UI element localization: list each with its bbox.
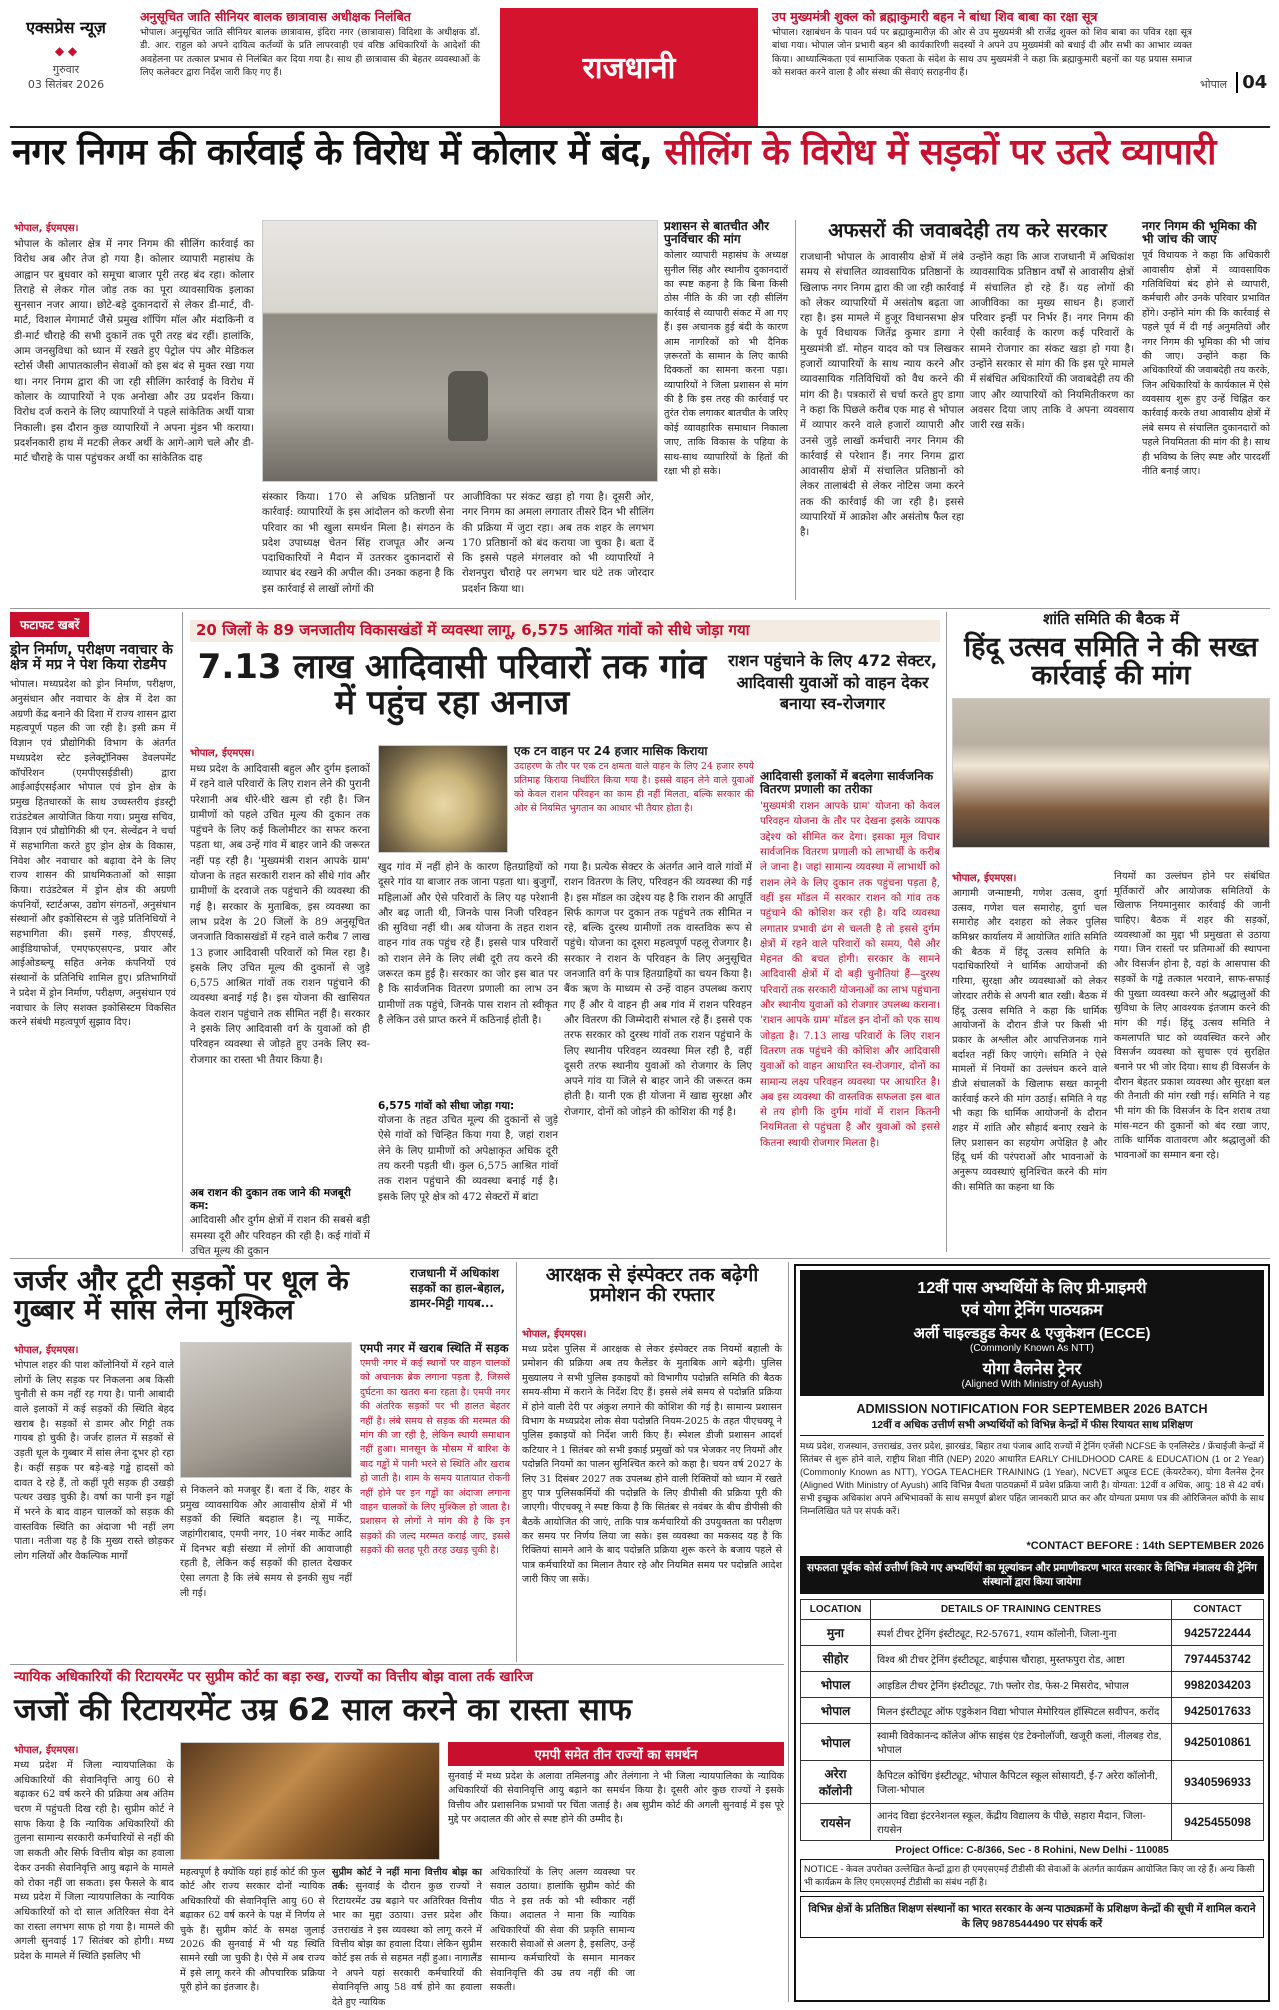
fatafat-box <box>10 612 176 1252</box>
fatafat-headline: ड्रोन निर्माण, परीक्षण नवाचार के क्षेत्र में मप्र ने पेश किया रोडमैप <box>10 642 173 673</box>
admission-notice: ADMISSION NOTIFICATION FOR SEPTEMBER 2026 BATCH <box>856 1402 1208 1416</box>
police-body <box>522 1326 782 1660</box>
far-text: पूर्व विधायक ने कहा कि अधिकारी आवासीय क्षेत्रों में व्यावसायिक गतिविधियां बंद होने से व्यापारी, कर्मचारी और उनके परिवार प्रभावित होंगे। उन्होंने मांग की कि कार्रवाई से पहले पूर्व में दी गई अनुमतियों और नगर निगम की भूमिका की भी जांच की जाए। उन्होंने कहा कि अधिकारियों की जवाबदेही तय करके, जिन अधिकारियों के कार्यकाल में ऐसे व्यवसाय शुरू हुए उन्हें चिह्नित कर कार्रवाई करके तथा आवासीय क्षेत्रों में लंबे समय से संचालित दुकानदारों को पहले नियमितता की मांग की है। साथ ही भविष्य के लिए स्पष्ट और पारदर्शी नीति बनाई जाए। <box>1142 250 1270 478</box>
ad-line1: 12वीं पास अभ्यर्थियों के लिए प्री-प्राइमरी <box>917 1280 1147 1297</box>
details-cell: आनंद विद्या इंटरनेशनल स्कूल, केंद्रीय विद्यालय के पीछे, सहारा मैदान, जिला-रायसेन <box>871 1804 1172 1841</box>
table-row <box>801 1804 1264 1841</box>
col-header: CONTACT <box>1172 1600 1264 1620</box>
details-cell: आइडिल टीचर ट्रेनिंग इंस्टीट्यूट, 7th फ्लोर रोड, फेस-2 मिसरोद, भोपाल <box>871 1672 1172 1698</box>
gavel-photo <box>180 1742 440 1860</box>
right-headline: अफसरों की जवाबदेही तय करे सरकार <box>828 218 1107 242</box>
contact-cell: 9425455098 <box>1172 1804 1264 1841</box>
paper-logo <box>10 16 122 116</box>
ad-line4-sub: (Aligned With Ministry of Ayush) <box>961 1379 1103 1390</box>
tribal-text: आदिवासी और दुर्गम क्षेत्रों में राशन की सबसे बड़ी समस्या दूरी और परिवहन की रही है। कई गांवों में उचित मूल्य की दुकान <box>190 1215 370 1257</box>
lead-headline <box>12 134 1272 172</box>
details-cell: विश्व श्री टीचर ट्रेनिंग इंस्टीट्यूट, बाईपास चौराहा, मुस्तफपुरा रोड, आष्टा <box>871 1646 1172 1672</box>
contact-cell: 9425010861 <box>1172 1724 1264 1761</box>
tribal-col4 <box>760 770 940 1250</box>
lead-headline-part2: सीलिंग के विरोध में सड़कों पर उतरे व्यापारी <box>664 132 1216 173</box>
brief-headline: अनुसूचित जाति सीनियर बालक छात्रावास अधीक्षक निलंबित <box>140 9 411 24</box>
byline: भोपाल, ईएमएस। <box>14 223 79 234</box>
top-left-brief <box>140 10 480 110</box>
right-col1: राजधानी भोपाल के आवासीय क्षेत्रों में लंबे समय से संचालित व्यावसायिक प्रतिष्ठानों के खिलाफ नगर निगम द्वारा की जा रही कार्रवाई को लेकर व्यापारियों में असंतोष बढ़ता जा रहा है। इस मामले में हुजूर विधानसभा क्षेत्र के पूर्व विधायक जितेंद्र कुमार डागा ने मुख्यमंत्री डॉ. मोहन यादव को पत्र लिखकर हजारों व्यापारियों के साथ न्याय करने और व्यावसायिक गतिविधियों को वैध करने की मांग की है। पत्रकारों से चर्चा करते हुए डागा ने कहा कि पिछले करीब एक माह से भोपाल में व्यापार करने वाले हजारों व्यापारी और उनसे जुड़े लाखों कर्मचारी नगर निगम की कार्रवाई से परेशान हैं। नगर निगम द्वारा आवासीय क्षेत्रों में संचालित प्रतिष्ठानों को लेकर तालाबंदी से लेकर नोटिस जमा करने तक की कार्रवाई की जा रही है। इससे व्यापारियों में आक्रोश और असंतोष फैल रहा है। <box>800 252 964 539</box>
location-cell: भोपाल <box>801 1724 871 1761</box>
tribal-kicker: 20 जिलों के 89 जनजातीय विकासखंडों में व्यवस्था लागू, 6,575 आश्रित गांवों को सीधे जोड़ा गया <box>190 620 940 642</box>
location-cell: सीहोर <box>801 1646 871 1672</box>
roads-col2: से निकलने को मजबूर हैं। बता दें कि, शहर के प्रमुख व्यावसायिक और आवासीय क्षेत्रों में भी सड़कों की स्थिति बदहाल है। न्यू मार्केट, जहांगीराबाद, एमपी नगर, 10 नंबर मार्केट आदि में दिनभर बड़ी संख्या में लोगों की आवाजाही रहती है, लेकिन कई सड़कों की हालत देखकर ऐसा लगता है कि लंबे समय से इनकी सुध नहीं ली गई। <box>180 1485 352 1599</box>
byline: भोपाल, ईएमएस। <box>190 748 255 759</box>
side-text: कोलार व्यापारी महासंघ के अध्यक्ष सुनील सिंह और स्थानीय दुकानदारों का स्पष्ट कहना है कि बिना किसी ठोस नीति के की जा रही सीलिंग कार्रवाई से व्यापारी संकट में आ गए हैं। इस अचानक हुई बंदी के कारण आम नागरिकों को भी दैनिक ज़रूरतों के सामान के लिए काफी दिक्कतों का सामना करना पड़ा। व्यापारियों ने जिला प्रशासन से मांग की है कि इस तरह की कार्रवाई पर तुरंत रोक लगाकर बातचीत के जरिए कोई व्यावहारिक समाधान निकाला जाए, ताकि विकास के पहिया के साथ-साथ व्यापारियों के हितों की रक्षा भी हो सके। <box>664 250 788 478</box>
brief-headline: उप मुख्यमंत्री शुक्ल को ब्रह्माकुमारी बहन ने बांधा शिव बाबा का रक्षा सूत्र <box>772 9 1098 24</box>
table-row <box>801 1672 1264 1698</box>
lead-col1 <box>14 220 254 600</box>
location-cell: रायसेन <box>801 1804 871 1841</box>
shanti-kicker: शांति समिति की बैठक में <box>1042 610 1179 628</box>
table-header-row <box>801 1600 1264 1620</box>
location-cell: भोपाल <box>801 1672 871 1698</box>
table-row <box>801 1724 1264 1761</box>
page-number-block <box>1200 72 1270 93</box>
judges-text <box>332 1866 482 2008</box>
ad-line4: योगा वैलनेस ट्रेनर <box>982 1361 1082 1378</box>
tribal-text: खुद गांव में नहीं होने के कारण हितग्राहियों को दूसरे गांव या बाजार तक जाना पड़ता था। बुजुर्गों, महिलाओं और ऐसे परिवारों के लिए यह परेशानी और बढ़ जाती थी, जिनके पास निजी परिवहन की सुविधा नहीं थी। अब योजना के तहत राशन वाहन गांव तक पहुंच रहे हैं। इससे पात्र परिवारों को राशन लेने के लिए लंबी दूरी तय करने की जरूरत कम हुई है। सरकार का जोर इस बात पर है कि सार्वजनिक वितरण प्रणाली का लाभ उन ग्रामीणों तक पहुंचे, जिनके पास राशन तो स्वीकृत है लेकिन उसे प्राप्त करने में कठिनाई होती है। <box>378 862 558 1026</box>
tribal-headline: 7.13 लाख आदिवासी परिवारों तक गांव में पहुंच रहा अनाज <box>197 647 707 723</box>
success-banner: सफलता पूर्वक कोर्स उत्तीर्ण किये गए अभ्यर्थियों का मूल्यांकन और प्रमाणीकरण भारत सरकार के विभिन्न मंत्रालय की ट्रेनिंग संस्थानों द्वारा किया जायेगा <box>800 1556 1264 1594</box>
table-row <box>801 1761 1264 1804</box>
location-cell: मुना <box>801 1620 871 1646</box>
ad-heading <box>800 1270 1264 1396</box>
contact-before: *CONTACT BEFORE : 14th SEPTEMBER 2026 <box>1026 1540 1264 1552</box>
lead-headline-part1: नगर निगम की कार्रवाई के विरोध में कोलार में बंद, <box>12 132 653 173</box>
side-kicker: एमपी समेत तीन राज्यों का समर्थन <box>448 1742 784 1766</box>
lead-photo <box>262 220 658 482</box>
police-text: मध्य प्रदेश पुलिस में आरक्षक से लेकर इंस्पेक्टर तक नियमों बहाली के प्रमोशन की प्रक्रिया अब तय कैलेंडर के मुताबिक आगे बढ़ेगी। पुलिस मुख्यालय ने सभी पुलिस इकाइयों को विभागीय पदोन्नति समिति की बैठक समय-सीमा में कराने के निर्देश दिए हैं। इससे लंबे समय से पदोन्नति प्रक्रिया में होने वाली देरी पर अंकुश लगाने की कोशिश की गई है। सामान्य प्रशासन विभाग के मध्यप्रदेश लोक सेवा पदोन्नति नियम-2025 के तहत पीएचक्यू ने पुलिस इकाइयों को निर्देश जारी किए हैं। स्पेशल डीजी प्रशासन आदर्श कटियार ने 1 सितंबर को सभी इकाई प्रमुखों को पत्र भेजकर नए नियमों और पदोन्नति नियमों का पालन सुनिश्चित करने को कहा है। चयन वर्ष 2027 के लिए 31 दिसंबर 2027 तक उपलब्ध होने वाली रिक्तियों को ध्यान में रखते हुए पात्र पुलिसकर्मियों की पदोन्नति के लिए डीपीसी की प्रक्रिया पूरी की जाएगी। पीएचक्यू ने स्पष्ट किया है कि सितंबर से नवंबर के बीच डीपीसी की बैठकें आयोजित की जाएं, ताकि पात्र कर्मचारियों की उपयुक्तता का परीक्षण कर समय पर निर्णय लिया जा सके। इस व्यवस्था का मकसद यह है कि रिक्तियां सामने आने के बाद पदोन्नति प्रक्रिया शुरू करने के बजाय पहले से पात्र कर्मचारियों का मिलान तैयार रहे और नियमित समय पर पदोन्नति आदेश जारी किए जा सकें। <box>522 1344 782 1586</box>
group-photo <box>952 698 1270 848</box>
roads-text: भोपाल शहर की पाश कॉलोनियों में रहने वाले लोगों के लिए सड़क पर निकलना अब किसी चुनौती से कम नहीं रह गया है। पानी आबादी वाले इलाकों में कई सड़कों की स्थिति बेहद खराब है। सड़कों से डामर और गिट्टी तक गायब हो चुकी है। जर्जर हालत में सड़कों से उड़ती धूल के गुब्बार में सांस लेना दूभर हो रहा है। कहीं सड़क पर बड़े-बड़े गड्ढे हादसों को दावत दे रहे हैं, तो कहीं पूरी सड़क ही उखड़ी पत्थर उखड़ चुकी है। वर्षा का पानी इन गड्ढों में भरने के बाद वाहन चालकों को सड़क की वास्तविक स्थिति का अंदाजा भी नहीं लग पाता। नतीजा यह है कि मुख्य रास्ते छोड़कर लोग गलियों और वैकल्पिक मार्गों <box>14 1360 174 1562</box>
fatafat-tag: फटाफट खबरें <box>10 612 89 637</box>
shanti-headline: हिंदू उत्सव समिति ने की सख्त कार्रवाई की मांग <box>964 631 1258 692</box>
brief-text: भोपाल। रक्षाबंधन के पावन पर्व पर ब्रह्माकुमारीज़ की ओर से उप मुख्यमंत्री श्री राजेंद्र शुक्ल को शिव बाबा का पवित्र रक्षा सूत्र बांधा गया। भोपाल जोन प्रभारी बहन श्री कार्यकारिणी सदस्यों ने अपने उप मुख्यमंत्री को बधाई दी और सभी का आभार व्यक्त किया। आध्यात्मिकता एवं सामाजिक एकता के संदेश के साथ उप मुख्यमंत्री ने कहा कि ब्रह्माकुमारी बहनों का यह प्रयास समाज को सशक्त करने वाला है और संस्था की सेवाएं सराहनीय हैं। <box>772 27 1192 79</box>
details-cell: स्वामी विवेकानन्द कॉलेज ऑफ साइंस एंड टेक्नोलॉजी, खजूरी कलां, नीलबड़ रोड, भोपाल <box>871 1724 1172 1761</box>
section-banner <box>500 8 758 126</box>
ad-footer: विभिन्न क्षेत्रों के प्रतिष्ठित शिक्षण संस्थानों का भारत सरकार के अन्य पाठ्यक्रमों के प्रशिक्षण केन्द्रों की सूची में शामिल कराने के लिए 9878544490 पर संपर्क करें <box>800 1896 1264 1937</box>
masthead <box>10 8 1270 118</box>
ad-line3-sub: (Commonly Known As NTT) <box>970 1343 1094 1354</box>
caption-text: उदाहरण के तौर पर एक टन क्षमता वाले वाहन के लिए 24 हजार रुपये प्रतिमाह किराया निर्धारित किया गया है। इससे वाहन लेने वाले युवाओं को केवल राशन परिवहन का काम ही नहीं मिलता, बल्कि सरकार की ओर से नियमित भुगतान का आधार भी तैयार होता है। <box>514 760 754 814</box>
side-text: सुनवाई में मध्य प्रदेश के अलावा तमिलनाडु और तेलंगाना ने भी जिला न्यायपालिका के न्यायिक अधिकारियों की सेवानिवृत्ति आयु बढ़ाने का समर्थन किया है। दूसरी ओर कुछ राज्यों ने इसके वित्तीय और प्रशासनिक प्रभावों पर चिंता जताई है। अब सुप्रीम कोर्ट की अगली सुनवाई में इस पूरे मुद्दे पर अदालत की ओर से स्पष्ट होने की उम्मीद है। <box>448 1771 784 1826</box>
tribal-subhead: 6,575 गांवों को सीधा जोड़ा गया: <box>378 1100 515 1112</box>
caption-box <box>514 745 754 853</box>
ad-notice: NOTICE - केवल उपरोक्त उल्लेखित केन्द्रों द्वारा ही एमएसएमई टीडीसी की सेवाओं के अंतर्गत कार्यक्रम आयोजित किए जा रहे हैं। अन्य किसी भी कार्यक्रम के लिए एमएसएमई टीडीसी का संबंध नहीं है। <box>800 1859 1264 1892</box>
tribal-col1 <box>190 745 370 1257</box>
ad-line2: एवं योगा ट्रेनिंग पाठयक्रम <box>961 1302 1103 1319</box>
contact-cell: 9425017633 <box>1172 1698 1264 1724</box>
ad-line3: अर्ली चाइल्डहुड केयर & एजुकेशन (ECCE) <box>913 1325 1151 1342</box>
divider <box>10 126 1270 128</box>
mp-headline: एमपी नगर में खराब स्थिति में सड़क <box>360 1341 509 1355</box>
section-title: राजधानी <box>582 51 676 86</box>
tribal-col4-head: आदिवासी इलाकों में बदलेगा सार्वजनिक वितरण प्रणाली का तरीका <box>760 769 934 796</box>
divider <box>182 612 183 1252</box>
table-row <box>801 1698 1264 1724</box>
mp-text: एमपी नगर में कई स्थानों पर वाहन चालकों को अचानक ब्रेक लगाना पड़ता है, जिससे दुर्घटना का खतरा बना रहता है। एमपी नगर की अंतरिक सड़कों पर भी हालत बेहतर नहीं है। लंबे समय से सड़क की मरम्मत की मांग की जा रही है, लेकिन स्थायी समाधान नहीं हुआ। मानसून के मौसम में बारिश के बाद गड्ढों में पानी भरने से स्थिति और खराब हो जाती है। शाम के समय यातायात रोकनी नहीं होने पर इन गड्ढों का अंदाजा लगाना वाहन चालकों के लिए मुश्किल हो जाता है। प्रशासन से लोगों ने मांग की है कि इन सड़कों की जल्द मरम्मत कराई जाए, इससे सड़कों की सतह पूरी तरह उखड़ चुकी है। <box>360 1358 510 1557</box>
byline: भोपाल, ईएमएस। <box>14 1745 79 1756</box>
col-header: LOCATION <box>801 1600 871 1620</box>
judges-text-span: सुनवाई के दौरान कुछ राज्यों ने रिटायरमेंट उम्र बढ़ाने पर अतिरिक्त वित्तीय भार का मुद्दा उठाया। उत्तर प्रदेश और उत्तराखंड ने इस व्यवस्था को लागू करने में वित्तीय बोझ का हवाला दिया। लेकिन सुप्रीम कोर्ट इस तर्क से सहमत नहीं हुआ। नागालैंड ने अपने यहां सरकारी कर्मचारियों की सेवानिवृत्ति आयु 58 वर्ष होने का हवाला देते हुए न्यायिक <box>332 1881 482 2008</box>
contact-cell: 9982034203 <box>1172 1672 1264 1698</box>
mp-nagar-box <box>360 1342 510 1660</box>
byline: भोपाल, ईएमएस। <box>14 1345 79 1356</box>
page-number: 04 <box>1236 72 1267 93</box>
col-header: DETAILS OF TRAINING CENTRES <box>871 1600 1172 1620</box>
shanti-text: नियमों का उल्लंघन होने पर संबंधित मूर्तिकारों और आयोजक समितियों के खिलाफ नियमानुसार कार्रवाई की जानी चाहिए। बैठक में शहर की सड़कों, व्यवस्थाओं का मुद्दा भी प्रमुखता से उठाया गया। जिन रास्तों पर प्रतिमाओं की स्थापना और विसर्जन होना है, वहां के आसपास की सड़कों के गड्ढे तत्काल भरवाने, साफ-सफाई की पुख्ता व्यवस्था करने और श्रद्धालुओं की सुविधा के लिए आवश्यक इंतजाम करने की मांग की गई। हिंदू उत्सव समिति ने कमलापति घाट को व्यवस्थित करने और विसर्जन व्यवस्था को सुचारू एवं सुरक्षित बनाने पर भी जोर दिया। साथ ही विसर्जन के दौरान बेहतर प्रकाश व्यवस्था और सुरक्षा बल की तैनाती की मांग रखी गई। समिति ने यह भी मांग की कि विसर्जन के दिन शराब तथा मांस-मटन की दुकानों को बंद रखा जाए, ताकि धार्मिक वातावरण और श्रद्धालुओं की भावनाओं का सम्मान बना रहे। <box>1114 871 1270 1162</box>
lead-col3: आजीविका पर संकट खड़ा हो गया है। दूसरी ओर, नगर निगम का अमला लगातार तीसरे दिन भी सीलिंग की प्रक्रिया में जुटा रहा। अब तक शहर के लगभग 170 प्रतिष्ठानों को बंद कराया जा चुका है। बता दें कि इससे पहले मंगलवार को भी व्यापारियों ने रोशनपुरा चौराहे पर लगभग चार घंटे तक जोरदार प्रदर्शन किया था। <box>462 492 654 595</box>
judges-col1 <box>14 1742 174 2002</box>
day: गुरुवार <box>52 63 80 76</box>
details-cell: मिलन इंस्टीट्यूट ऑफ एडुकेशन विद्या भोपाल मेमोरियल हॉस्पिटल सवीपन, करोंद <box>871 1698 1172 1724</box>
lead-col2: संस्कार किया। 170 से अधिक प्रतिष्ठानों पर कार्रवाई: व्यापारियों के इस आंदोलन को करणी सेना परिवार का भी खुला समर्थन मिला है। संगठन के प्रदेश उपाध्यक्ष चेतन सिंह राजपूत और अन्य पदाधिकारियों ने मैदान में उतरकर दुकानदारों से व्यापार बंद रखने की अपील की। उनका कहना है कि इस कार्रवाई से लाखों लोगों की <box>262 492 454 595</box>
location-cell: भोपाल <box>801 1698 871 1724</box>
shanti-text: आगामी जन्माष्टमी, गणेश उत्सव, दुर्गा उत्सव, गणेश चल समारोह, दुर्गा चल समारोह और दशहरा को लेकर पुलिस कमिश्नर कार्यालय में आयोजित शांति समिति की बैठक में हिंदू उत्सव समिति के पदाधिकारियों ने धार्मिक आयोजनों की गरिमा, सुरक्षा और व्यवस्थाओं को लेकर जोरदार तरीके से अपनी बात रखी। बैठक में हिंदू उत्सव समिति ने कहा कि धार्मिक आयोजनों के दौरान डीजे पर किसी भी प्रकार के अश्लील और आपत्तिजनक गाने बर्दाश्त नहीं किए जाएंगे। समिति ने ऐसे मामलों में नियमों का उल्लंघन करने वाले डीजे संचालकों के खिलाफ सख्त कानूनी कार्रवाई करने की मांग उठाई। समिति ने यह भी कहा कि धार्मिक आयोजनों के दौरान शहर में शांति और सौहार्द बनाए रखने के लिए प्रशासन का सहयोग अपेक्षित है और हिंदू धर्म की परंपराओं और भावनाओं के अनुरूप व्यवस्थाएं सुनिश्चित करने की मांग की। समिति का कहना था कि <box>952 888 1107 1193</box>
divider <box>10 608 1270 609</box>
centres-table <box>800 1599 1264 1841</box>
judges-sublead: सुप्रीम कोर्ट ने नहीं माना वित्तीय बोझ का तर्क: <box>332 1867 482 1893</box>
scooter-rider-icon <box>448 371 488 441</box>
details-cell: स्पर्श टीचर ट्रेनिंग इंस्टीट्यूट, R2-57671, श्याम कॉलोनी, जिला-गुना <box>871 1620 1172 1646</box>
ecce-advertisement <box>794 1264 1270 2002</box>
tribal-side-headline: राशन पहुंचाने के लिए 472 सेक्टर, आदिवासी युवाओं को वाहन देकर बनाया स्व-रोजगार <box>728 651 937 714</box>
contact-cell: 9340596933 <box>1172 1761 1264 1804</box>
grain-photo <box>378 745 508 853</box>
tribal-col2 <box>378 860 558 1250</box>
divider <box>795 220 796 600</box>
tribal-text: योजना के तहत उचित मूल्य की दुकानों से जुड़े ऐसे गांवों को चिन्हित किया गया है, जहां राशन लेने के लिए ग्रामीणों को अपेक्षाकृत अधिक दूरी तय करनी पड़ती थी। कुल 6,575 आश्रित गांवों तक राशन पहुंचाने की व्यवस्था बनाई गई है। इसके लिए पूरे क्षेत्र को 472 सेक्टरों में बांटा <box>378 1115 558 1203</box>
judges-kicker: न्यायिक अधिकारियों की रिटायरमेंट पर सुप्रीम कोर्ट का बड़ा रुख, राज्यों का वित्तीय बोझ वाला तर्क खारिज <box>14 1669 533 1685</box>
date: 03 सितंबर 2026 <box>27 78 105 91</box>
tribal-text: 'मुख्यमंत्री राशन आपके ग्राम' योजना को केवल परिवहन योजना के तौर पर देखना इसके व्यापक उद्देश्य को सीमित कर देगा। इसका मूल विचार सार्वजनिक वितरण प्रणाली को लाभार्थी के करीब ले जाना है। जहां सामान्य व्यवस्था में लाभार्थी को राशन लेने के लिए दुकान तक पहुंचना पड़ता है, वहीं इस मॉडल में सरकार राशन को गांव तक पहुंचाने की कोशिश कर रही है। यदि व्यवस्था लगातार प्रभावी ढंग से चलती है तो इससे दुर्गम क्षेत्रों में रहने वाले परिवारों को समय, पैसे और मेहनत की बचत होगी। सरकार के सामने आदिवासी क्षेत्रों में दो बड़ी चुनौतियां हैं—दुरस्थ परिवारों तक सरकारी योजनाओं का लाभ पहुंचाना और स्थानीय युवाओं को रोजगार उपलब्ध कराना। 'राशन आपके ग्राम' मॉडल इन दोनों को एक साथ जोड़ता है। 7.13 लाख परिवारों के लिए राशन वितरण तक पहुंचने की कोशिश और आदिवासी युवाओं को वाहन आधारित स्व-रोजगार, दोनों का सामान्य लक्ष्य परिवहन व्यवस्था पर आधारित है। अब इस व्यवस्था की वास्तविक सफलता इस बात से तय होगी कि दुर्गम गांवों में राशन कितनी नियमितता से पहुंचता है और युवाओं को इससे कितना स्थायी रोजगार मिलता है। <box>760 801 940 1149</box>
shanti-box <box>952 612 1270 1252</box>
logo-dots-icon: ◆ ◆ <box>54 44 78 58</box>
fatafat-text: भोपाल। मध्यप्रदेश को ड्रोन निर्माण, परीक्षण, अनुसंधान और नवाचार के क्षेत्र में देश का अग्रणी केंद्र बनाने की दिशा में राज्य शासन द्वारा महत्वपूर्ण पहल की जा रही है। इसी क्रम में विज्ञान एवं प्रौद्योगिकी विभाग के अंतर्गत मध्यप्रदेश स्टेट इलेक्ट्रॉनिक्स डेवलपमेंट कॉर्पोरेशन (एमपीएसईडीसी) द्वारा आईआईएसईआर भोपाल एवं ड्रोन क्षेत्र के प्रमुख हितधारकों के साथ उच्चस्तरीय इंडस्ट्री राउंडटेबल आयोजित किया गया। प्रमुख सचिव, विज्ञान एवं प्रौद्योगिकी श्री एन. सेल्वेंद्रन ने चर्चा में सहभागिता करते हुए ड्रोन क्षेत्र के विकास, निवेश और नवाचार को बढ़ावा देने के लिए राज्य शासन की प्राथमिकताओं को साझा किया। राउंडटेबल में ड्रोन क्षेत्र की अग्रणी कंपनियों, स्टार्टअप्स, उद्योग संगठनों, अनुसंधान संस्थानों और इकोसिस्टम से जुड़े प्रतिनिधियों ने सहभागिता की। इसमें गरुड़, डीएएसई, आईडियाफोर्ज, एमएफएसएन्ड, प्रयार और आईओडब्ल्यू सहित अनेक कंपनियों एवं संस्थानों के प्रतिनिधि शामिल हुए। प्रतिभागियों ने प्रदेश में ड्रोन निर्माण, परीक्षण, अनुसंधान एवं नवाचार के लिए सशक्त इकोसिस्टम विकसित करने संबंधी महत्वपूर्ण सुझाव दिए। <box>10 679 176 1029</box>
roads-col1 <box>14 1342 174 1660</box>
fee-line: 12वीं व अधिक उत्तीर्ण सभी अभ्यर्थियों को विभिन्न केन्द्रों में फीस रियायत साथ प्रशिक्षण <box>800 1418 1264 1436</box>
project-office: Project Office: C-8/366, Sec - 8 Rohini, New Delhi - 110085 <box>895 1845 1169 1856</box>
divider <box>946 612 947 1252</box>
ad-body: मध्य प्रदेश, राजस्थान, उत्तराखंड, उत्तर प्रदेश, झारखंड, बिहार तथा पंजाब आदि राज्यों में ट्रेनिंग एजेंसी NCFSE के एनलिस्टेड / फ्रेंचाईजी केन्द्रों में सितंबर से शुरू होने वाले, राष्ट्रीय शिक्षा नीति (NEP) 2020 आधारित EARLY CHILDHOOD CARE & EDUCATION (1 or 2 Year) (Commonly Known as NTT), YOGA TEACHER TRAINING (1 Year), NCVET अप्रूव्ड ECE (केयरटेकर), योगा वैलनेस ट्रेनर (Aligned With Ministry of Ayush) आदि विभिन्न वैधता पाठयक्रमों में प्रवेश प्रक्रिया जारी है। योग्यता: 12वीं व अधिक, आयु: 18 से 42 वर्ष। सभी इच्छुक अधिकांश अपने अभिभावकों के साथ समपूर्ण ब्रोशर पहित जानकारी प्राप्त कर और योग्यता प्रमाण पत्र की ओरिजिनल कॉपी के साथ निम्नलिखित पते पर संपर्क करें। <box>800 1441 1264 1517</box>
contact-cell: 9425722444 <box>1172 1620 1264 1646</box>
roads-headline: जर्जर और टूटी सड़कों पर धूल के गुब्बार में सांस लेना मुश्किल <box>14 1264 349 1327</box>
contact-cell: 7974453742 <box>1172 1646 1264 1672</box>
judges-col4: अधिकारियों के लिए अलग व्यवस्था पर सवाल उठाया। हालांकि सुप्रीम कोर्ट की पीठ ने इस तर्क को भी स्वीकार नहीं किया। अदालत ने माना कि न्यायिक अधिकारियों की सेवा की प्रकृति सामान्य सरकारी सेवाओं से अलग है, इसलिए, उन्हें सामान्य कर्मचारियों के समान मानकर सेवानिवृत्ति की उम्र तय नहीं की जा सकती। <box>490 1867 635 1994</box>
judges-side-box <box>448 1742 784 1860</box>
judges-text: मध्य प्रदेश में जिला न्यायपालिका के अधिकारियों की सेवानिवृत्ति आयु 60 से बढ़ाकर 62 वर्ष करने की प्रक्रिया अब अंतिम चरण में पहुंचती दिख रही है। सुप्रीम कोर्ट ने साफ किया है कि न्यायिक अधिकारियों की तुलना सामान्य सरकारी कर्मचारियों से नहीं की जा सकती और सिर्फ वित्तीय बोझ का हवाला देकर उनकी सेवानिवृत्ति आयु बढ़ाने के मामले को रोका नहीं जा सकता। इस फैसले के बाद मध्य प्रदेश में जिला न्यायपालिका के न्यायिक अधिकारियों को दो साल अतिरिक्त सेवा देने का रास्ता लगभग साफ हो गया है। मामले की अगली सुनवाई 17 सितंबर को होगी। मध्य प्रदेश के मामले में स्थिति इसलिए भी <box>14 1760 174 1962</box>
divider <box>10 1664 784 1665</box>
police-headline: आरक्षक से इंस्पेक्टर तक बढ़ेगी प्रमोशन की रफ्तार <box>545 1264 759 1306</box>
tribal-text: मध्य प्रदेश के आदिवासी बहुल और दुर्गम इलाकों में रहने वाले परिवारों के लिए राशन लेने की पुरानी परेशानी अब धीरे-धीरे खत्म हो रही है। जिन ग्रामीणों को पहले उचित मूल्य की दुकान तक पहुंचने के लिए कई किलोमीटर का सफर करना पड़ता था, अब उन्हें गांव में बाहर जाने की जरूरत नहीं पड़ रही है। 'मुख्यमंत्री राशन आपके ग्राम' योजना के तहत सरकारी राशन को सीधे गांव और ग्रामीणों के दरवाजे तक पहुंचाने की व्यवस्था की गई है। सरकार के मुताबिक, इस व्यवस्था का लाभ प्रदेश के 20 जिलों के 89 अनुसूचित जनजाति विकासखंडों में रहने वाले करीब 7 लाख 13 हजार आदिवासी परिवारों को मिल रहा है। इसके लिए उचित मूल्य की दुकानों से जुड़े 6,575 आश्रित गांवों तक राशन पहुंचाने की व्यवस्था बनाई गई है। इस योजना की खासियत केवल राशन पहुंचाने तक सीमित नहीं है। सरकार ने इसके लिए आदिवासी वर्ग के युवाओं को ही परिवहन व्यवस्था से जोड़ते हुए उनके लिए स्व-रोजगार का रास्ता भी तैयार किया है। <box>190 764 370 1066</box>
right-col2: उन्होंने कहा कि आज राजधानी में अधिकांश व्यावसायिक प्रतिष्ठान वर्षों से आवासीय क्षेत्रों में संचालित हो रहे हैं। यह लोगों की आजीविका का मुख्य साधन है। हजारों परिवार इन्हीं पर निर्भर हैं। नगर निगम की ऐसी कार्रवाई के कारण कई परिवारों के सामने रोजगार का संकट खड़ा हो गया है। उन्होंने सरकार से मांग की कि इस पूरे मामले में संबंधित अधिकारियों की जवाबदेही तय की जाए और व्यापारियों को नियमितीकरण का अवसर दिया जाए ताकि वे अपना व्यवसाय जारी रख सकें। <box>970 252 1134 432</box>
divider <box>516 1262 517 1662</box>
table-row <box>801 1646 1264 1672</box>
tribal-subhead: अब राशन की दुकान तक जाने की मजबूरी कम: <box>190 1187 351 1213</box>
far-headline: नगर निगम की भूमिका की भी जांच की जाए <box>1142 219 1257 246</box>
paper-name: एक्सप्रेस न्यूज़ <box>26 18 106 37</box>
byline: भोपाल, ईएमएस। <box>952 873 1017 884</box>
judges-col3 <box>332 1866 482 2008</box>
judges-headline: जजों की रिटायरमेंट उम्र 62 साल करने का रास्ता साफ <box>14 1692 632 1728</box>
caption-headline: एक टन वाहन पर 24 हजार मासिक किराया <box>514 744 708 758</box>
roads-side-headline: राजधानी में अधिकांश सड़कों का हाल-बेहाल, डामर-मिट्टी गायब... <box>410 1266 506 1310</box>
road-photo <box>180 1342 352 1478</box>
divider <box>788 1262 789 2002</box>
brief-text: भोपाल। अनुसूचित जाति सीनियर बालक छात्रावास, इंदिरा नगर (छात्रावास) विदिशा के अधीक्षक डॉ. डी. आर. राहुल को अपने दायित्व कर्तव्यों के प्रति लापरवाही एवं वरिष्ठ अधिकारियों के आदेशों की अवहेलना पर तत्काल प्रभाव से निलंबित कर दिया गया है। साथ ही छात्रावास की बेहतर व्यवस्थाओं के लिए कलेक्टर द्वारा निर्देश जारी किए गए हैं। <box>140 27 480 79</box>
city: भोपाल <box>1200 78 1228 91</box>
byline: भोपाल, ईएमएस। <box>522 1329 587 1340</box>
lead-text: भोपाल के कोलार क्षेत्र में नगर निगम की सीलिंग कार्रवाई का विरोध अब और तेज हो गया है। कोलार व्यापारी महासंघ के आह्वान पर बुधवार को समूचा बाजार पूरी तरह बंद रहा। कोलार तिराहे से लेकर गोल जोड़ तक का पूरा व्यावसायिक इलाका सुनसान नजर आया। छोटे-बड़े दुकानदारों से लेकर डी-मार्ट, वी-मार्ट, विशाल मेगामार्ट जैसे प्रमुख शॉपिंग मॉल और मंदाकिनी व डी-मार्ट चौराहे की सभी दुकानें तक पूरी तरह बंद रहीं। हालांकि, आम जनसुविधा को ध्यान में रखते हुए पेट्रोल पंप और मेडिकल स्टोर्स जैसी आपातकालीन सेवाओं को इस बंद से मुक्त रखा गया था। नगर निगम द्वारा की जा रही सीलिंग कार्रवाई के विरोध में कोलार के व्यापारियों ने एक अनोखा और उग्र प्रदर्शन किया। विरोध दर्ज कराने के लिए व्यापारियों ने पहले सांकेतिक अर्थी यात्रा निकाली। इस दौरान कुछ व्यापारियों ने अपना मुंडन भी कराया। प्रदर्शनकारी हाथ में मटकी लेकर अर्थी के आगे-आगे चले और डी-मार्ट चौराहे के पास पहुंचकर अर्थी का सांकेतिक दाह <box>14 239 254 465</box>
far-box <box>1142 220 1270 602</box>
judges-col2: महत्वपूर्ण है क्योंकि यहां हाई कोर्ट की फुल कोर्ट और राज्य सरकार दोनों न्यायिक अधिकारियों की सेवानिवृत्ति आयु 60 से बढ़ाकर 62 वर्ष करने के पक्ष में निर्णय ले चुके हैं। सुप्रीम कोर्ट के समक्ष जुलाई 2026 की सुनवाई में भी यह स्थिति सामने रखी जा चुकी है। ऐसे में अब राज्य में इसे लागू करने की औपचारिक प्रक्रिया पूरी होने का इंतजार है। <box>180 1867 325 1994</box>
divider <box>10 1258 1270 1259</box>
table-row <box>801 1620 1264 1646</box>
tribal-col3: गया है। प्रत्येक सेक्टर के अंतर्गत आने वाले गांवों में राशन वितरण के लिए, परिवहन की व्यवस्था की गई है। इस मॉडल का उद्देश्य यह है कि राशन की आपूर्ति सिर्फ कागज पर दुकान तक पहुंचने तक सीमित न रहे, बल्कि दुरस्थ ग्रामीणों तक वास्तविक रूप से पहुंचे। योजना का दूसरा महत्वपूर्ण पहलू रोजगार है। सरकार ने राशन के परिवहन के लिए अनुसूचित जनजाति वर्ग के पात्र हितग्राहियों का चयन किया है। बैंक ऋण के माध्यम से उन्हें वाहन उपलब्ध कराए गए हैं और ये वाहन ही अब गांव में राशन परिवहन और वितरण की जिम्मेदारी संभाल रहे हैं। इससे एक तरफ सरकार को दुरस्थ गांवों तक राशन पहुंचाने के लिए स्थानीय परिवहन व्यवस्था मिल रही है, वहीं दूसरी तरफ स्थानीय युवाओं को रोजगार के लिए अपने गांव या जिले से बाहर जाने की जरूरत कम होती है। यानी एक ही योजना में खाद्य सुरक्षा और रोजगार, दोनों को जोड़ने की कोशिश की गई है। <box>564 862 752 1118</box>
location-cell: अरेरा कॉलोनी <box>801 1761 871 1804</box>
top-right-brief <box>772 10 1192 110</box>
lead-side-box <box>664 220 788 602</box>
side-headline: प्रशासन से बातचीत और पुनर्विचार की मांग <box>664 219 770 246</box>
details-cell: कैपिटल कोचिंग इंस्टीट्यूट, भोपाल कैपिटल स्कूल सोसायटी, ई-7 अरेरा कॉलोनी, जिला-भोपाल <box>871 1761 1172 1804</box>
